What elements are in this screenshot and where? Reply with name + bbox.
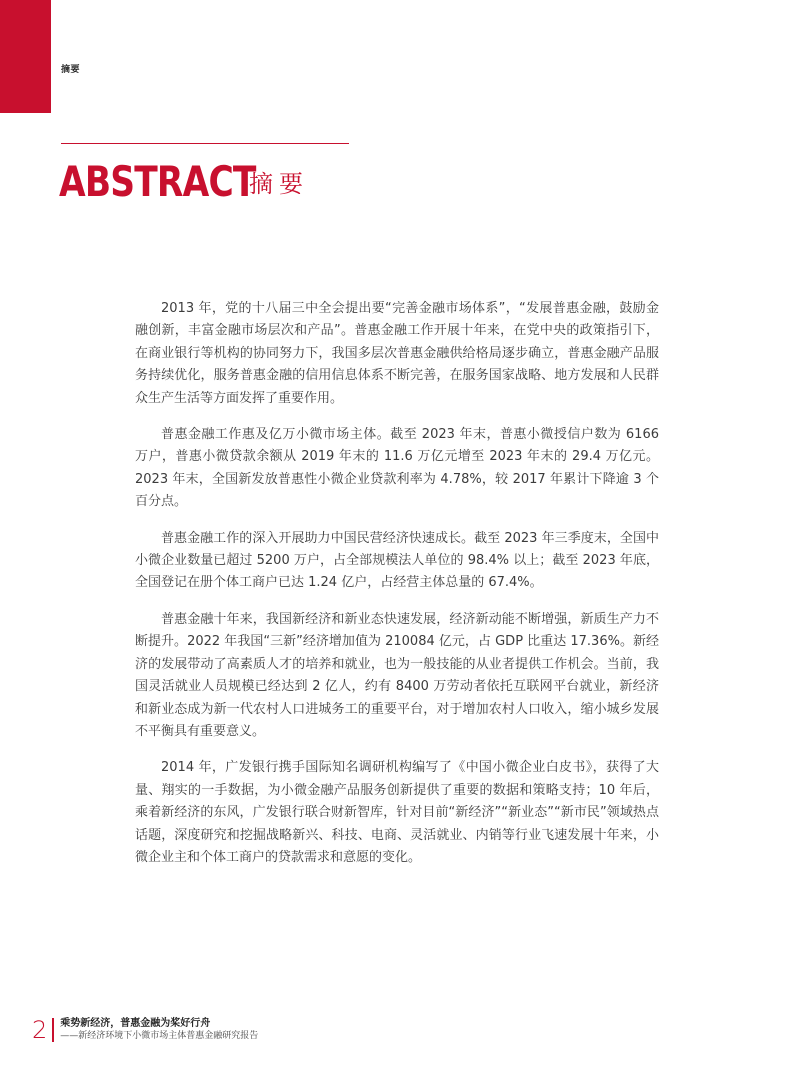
footer-divider: [52, 1018, 54, 1042]
page-title: [59, 155, 309, 205]
page-footer: [32, 1016, 258, 1044]
paragraph: 2014 年，广发银行携手国际知名调研机构编写了《中国小微企业白皮书》，获得了大量、翔实的一手数据，为小微金融产品服务创新提供了重要的数据和策略支持；10 年后，乘着新经济的东风，广发银行联合财新智库，针对目前“新经济”“新业态”“新市民”领域热点话题，深度研究和挖掘战略新兴、科技、电商、灵活就业、内销等行业飞速发展十年来，小微企业主和个体工商户的贷款需求和意愿的变化。: [135, 760, 659, 865]
page-title-chinese: 摘要: [249, 170, 309, 198]
paragraph: 普惠金融工作的深入开展助力中国民营经济快速成长。截至 2023 年三季度末，全国中小微企业数量已超过 5200 万户，占全部规模法人单位的 98.4% 以上；截至 2023 年底，全国登记在册个体工商户已达 1.24 亿户，占经营主体总量的 67.4%。: [135, 530, 659, 591]
footer-report-title: [60, 1017, 258, 1043]
paragraph: 2013 年，党的十八届三中全会提出要“完善金融市场体系”，“发展普惠金融，鼓励金融创新，丰富金融市场层次和产品”。普惠金融工作开展十年来，在党中央的政策指引下，在商业银行等机构的协同努力下，我国多层次普惠金融供给格局逐步确立，普惠金融产品服务持续优化，服务普惠金融的信用信息体系不断完善，在服务国家战略、地方发展和人民群众生产生活等方面发挥了重要作用。: [135, 301, 659, 406]
page-number: 2: [32, 1016, 48, 1044]
footer-subtitle: ——新经济环境下小微市场主体普惠金融研究报告: [60, 1031, 259, 1041]
footer-title: 乘势新经济，普惠金融为桨好行舟: [60, 1018, 211, 1029]
corner-accent-block: [0, 0, 51, 113]
title-rule: [61, 143, 349, 144]
page-title-english: ABSTRACT: [59, 157, 256, 206]
section-tab-label: 摘要: [61, 65, 81, 75]
abstract-body: [135, 298, 659, 883]
paragraph: 普惠金融工作惠及亿万小微市场主体。截至 2023 年末，普惠小微授信户数为 6166 万户，普惠小微贷款余额从 2019 年末的 11.6 万亿元增至 2023 年末的 29.4 万亿元。2023 年末，全国新发放普惠性小微企业贷款利率为 4.78%，较 2017 年累计下降逾 3 个百分点。: [135, 427, 659, 510]
paragraph: 普惠金融十年来，我国新经济和新业态快速发展，经济新动能不断增强，新质生产力不断提升。2022 年我国“三新”经济增加值为 210084 亿元，占 GDP 比重达 17.36%。新经济的发展带动了高素质人才的培养和就业，也为一般技能的从业者提供工作机会。当前，我国灵活就业人员规模已经达到 2 亿人，约有 8400 万劳动者依托互联网平台就业，新经济和新业态成为新一代农村人口进城务工的重要平台，对于增加农村人口收入，缩小城乡发展不平衡具有重要意义。: [135, 611, 659, 739]
